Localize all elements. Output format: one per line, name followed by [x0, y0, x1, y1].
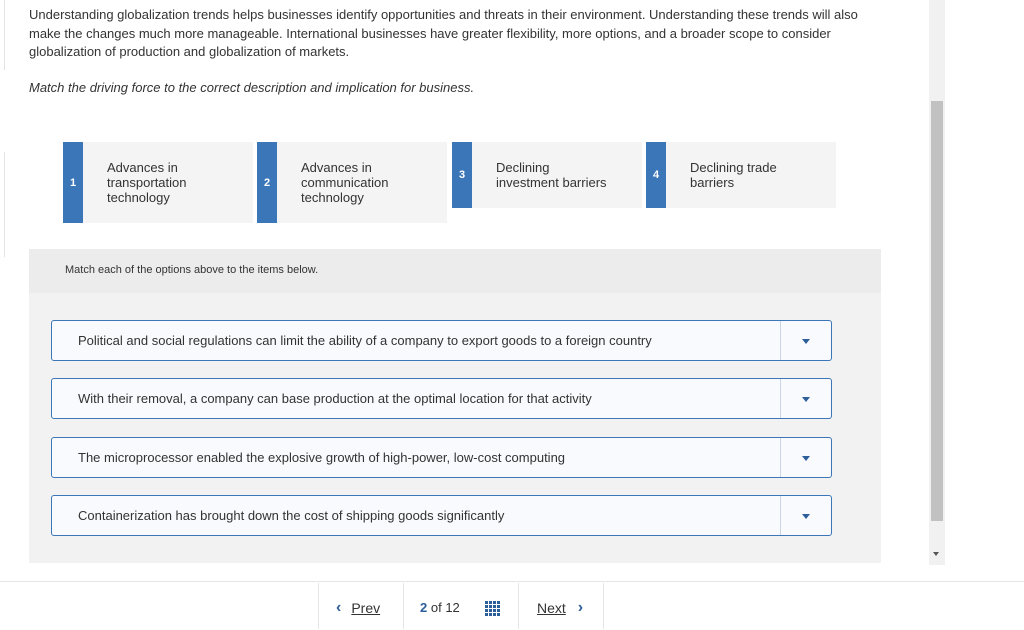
option-card-1[interactable] [63, 142, 253, 223]
next-label: Next [537, 600, 566, 616]
option-card-4[interactable] [646, 142, 836, 208]
footer-nav [0, 581, 1024, 630]
question-grid-icon[interactable] [485, 601, 500, 616]
page-indicator [420, 600, 460, 615]
match-item-text: The microprocessor enabled the explosive growth of high-power, low-cost computing [78, 450, 566, 465]
match-item-text: Containerization has brought down the cost of shipping goods significantly [78, 508, 505, 523]
chevron-right-icon: › [577, 599, 584, 616]
match-item-text: With their removal, a company can base production at the optimal location for that activity [78, 391, 592, 406]
option-card-2[interactable] [257, 142, 447, 223]
scroll-down-arrow-icon[interactable] [933, 552, 939, 556]
dropdown-caret-icon [802, 339, 810, 344]
footer-divider [318, 583, 319, 629]
instruction-text: Match the driving force to the correct description and implication for business. [29, 80, 475, 95]
match-header [29, 249, 881, 293]
option-label: Advances in transportation technology [107, 160, 187, 205]
footer-divider [603, 583, 604, 629]
match-item-text: Political and social regulations can limit the ability of a company to export goods to a foreign country [78, 333, 652, 348]
footer-divider [518, 583, 519, 629]
match-item-dropdown[interactable] [780, 321, 831, 360]
match-item-1[interactable] [51, 320, 832, 361]
left-edge-tab [0, 152, 5, 257]
page-of-label: of [430, 600, 442, 615]
option-label: Declining trade barriers [690, 160, 777, 190]
total-pages: 12 [445, 600, 460, 615]
match-item-2[interactable] [51, 378, 832, 419]
prev-button[interactable] [336, 599, 380, 617]
dropdown-caret-icon [802, 397, 810, 402]
match-panel [29, 249, 881, 563]
left-edge-tab [0, 0, 5, 70]
intro-text: Understanding globalization trends helps businesses identify opportunities and threats in their environment. Understanding these trends will also make the changes much more manageable. International businesses have greater flexibility, more options, and a broader scope to consider globalization of production and globalization of markets. [29, 7, 858, 59]
option-number-badge: 3 [452, 142, 472, 208]
current-page: 2 [420, 600, 428, 615]
prev-label: Prev [351, 600, 381, 616]
option-label: Declining investment barriers [496, 160, 607, 190]
next-button[interactable] [537, 599, 583, 617]
scrollbar-thumb[interactable] [931, 101, 943, 521]
match-item-3[interactable] [51, 437, 832, 478]
dropdown-caret-icon [802, 514, 810, 519]
option-number-badge: 4 [646, 142, 666, 208]
dropdown-caret-icon [802, 456, 810, 461]
scrollbar[interactable] [929, 0, 945, 565]
match-item-4[interactable] [51, 495, 832, 536]
match-item-dropdown[interactable] [780, 496, 831, 535]
option-label: Advances in communication technology [301, 160, 389, 205]
option-number-badge: 1 [63, 142, 83, 223]
match-item-dropdown[interactable] [780, 379, 831, 418]
options-row [63, 142, 863, 224]
match-item-dropdown[interactable] [780, 438, 831, 477]
chevron-left-icon: ‹ [336, 599, 342, 616]
option-card-3[interactable] [452, 142, 642, 208]
match-header-text: Match each of the options above to the items below. [65, 264, 319, 276]
option-number-badge: 2 [257, 142, 277, 223]
footer-divider [403, 583, 404, 629]
